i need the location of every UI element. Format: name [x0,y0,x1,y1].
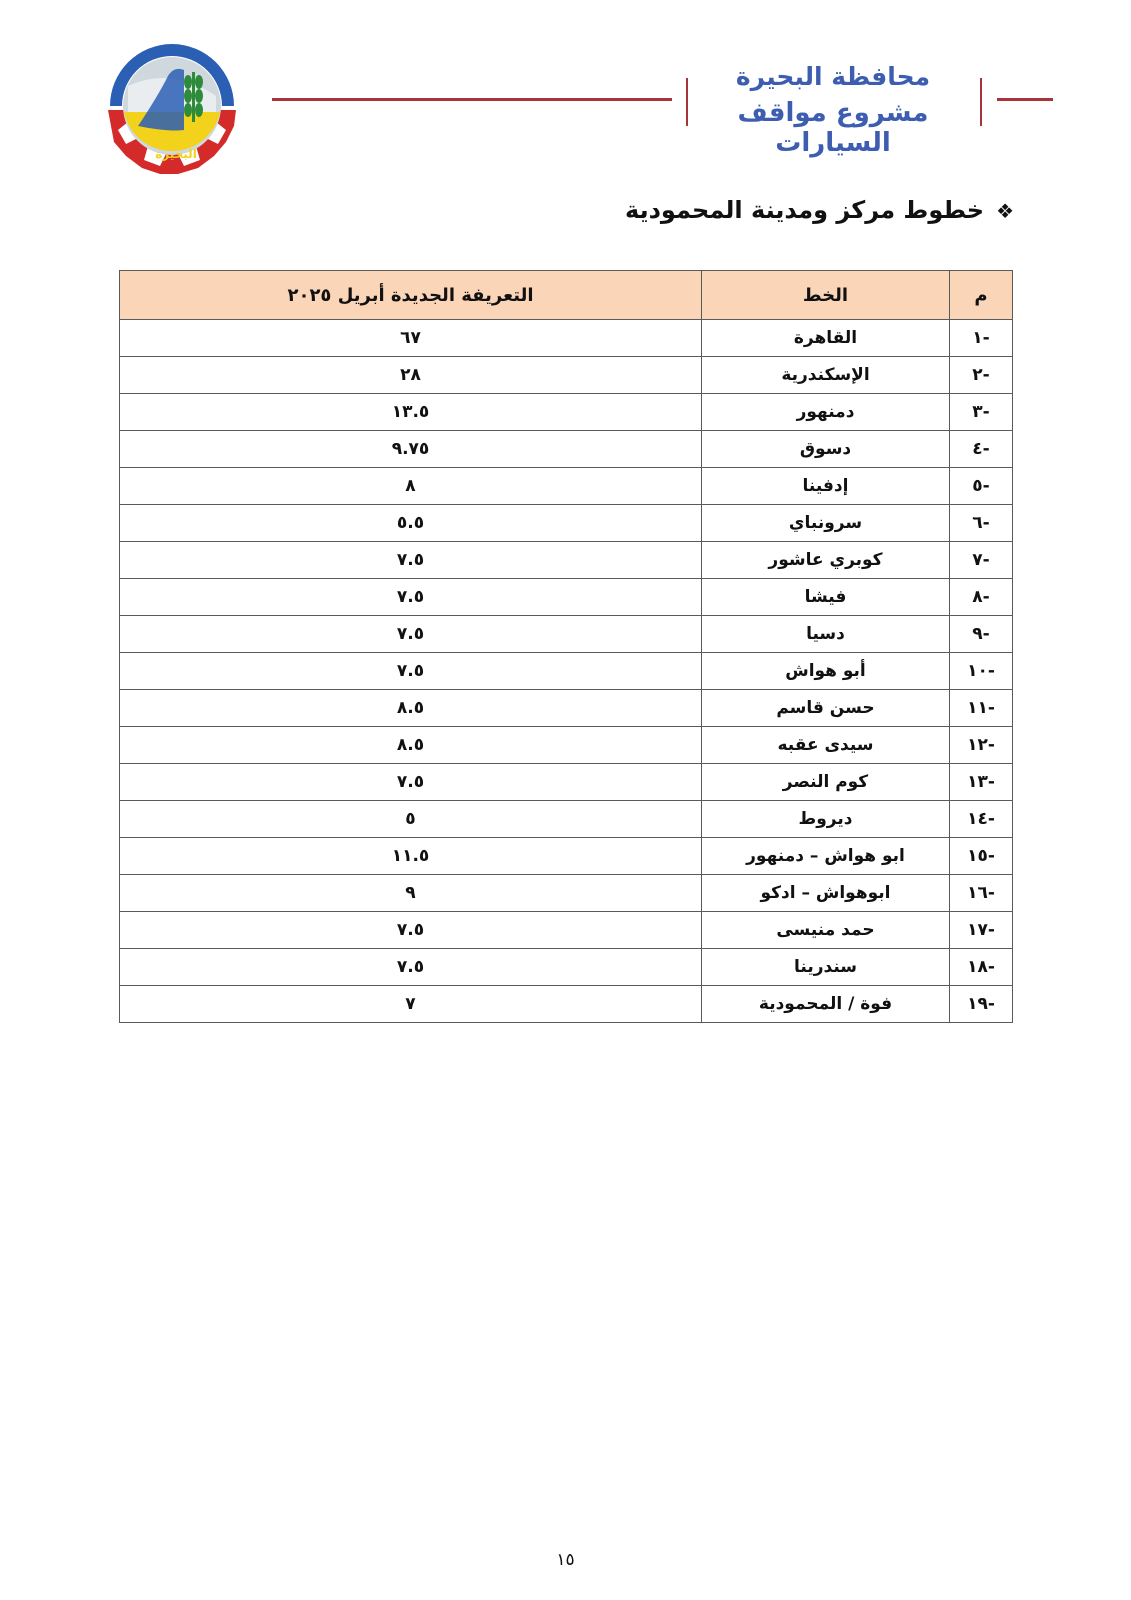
row-line: ابوهواش – ادكو [702,875,950,912]
row-line: أبو هواش [702,653,950,690]
header-fare: التعريفة الجديدة أبريل ٢٠٢٥ [120,271,702,320]
row-line: فيشا [702,579,950,616]
table-row [120,727,1013,764]
row-fare: ٢٨ [120,357,702,394]
row-line: كوبري عاشور [702,542,950,579]
row-number: -١٨ [950,949,1013,986]
row-number: -٧ [950,542,1013,579]
row-fare: ٩.٧٥ [120,431,702,468]
project-name: مشروع مواقف السيارات [737,98,929,158]
row-number: -٥ [950,468,1013,505]
row-number: -١٤ [950,801,1013,838]
row-number: -٨ [950,579,1013,616]
row-fare: ٧.٥ [120,912,702,949]
row-fare: ٨.٥ [120,727,702,764]
row-line: ديروط [702,801,950,838]
table-row [120,653,1013,690]
table-row [120,505,1013,542]
section-title-text: خطوط مركز ومدينة المحمودية [625,196,985,224]
row-number: -١٣ [950,764,1013,801]
row-line: ابو هواش – دمنهور [702,838,950,875]
row-line: سيدى عقبه [702,727,950,764]
table-row [120,838,1013,875]
row-fare: ٥.٥ [120,505,702,542]
row-fare: ٨.٥ [120,690,702,727]
row-number: -١٩ [950,986,1013,1023]
row-number: -١١ [950,690,1013,727]
row-number: -٤ [950,431,1013,468]
table-header-row [120,271,1013,320]
row-fare: ١٣.٥ [120,394,702,431]
table-row [120,394,1013,431]
table-row [120,949,1013,986]
row-number: -١٧ [950,912,1013,949]
row-line: حمد منيسى [702,912,950,949]
header-divider-left [686,78,688,126]
row-line: القاهرة [702,320,950,357]
row-number: -١ [950,320,1013,357]
row-fare: ٧.٥ [120,653,702,690]
row-fare: ٧.٥ [120,616,702,653]
row-number: -١٥ [950,838,1013,875]
row-line: إدفينا [702,468,950,505]
header-number: م [950,271,1013,320]
row-line: فوة / المحمودية [702,986,950,1023]
table-row [120,468,1013,505]
page-number: ١٥ [556,1550,575,1570]
row-number: -٢ [950,357,1013,394]
header-rule-left [272,98,672,101]
row-number: -٣ [950,394,1013,431]
table-row [120,690,1013,727]
row-number: -٩ [950,616,1013,653]
section-title [625,196,1014,224]
row-fare: ٧.٥ [120,542,702,579]
row-line: دمنهور [702,394,950,431]
row-line: دسيا [702,616,950,653]
table-row [120,357,1013,394]
header-line: الخط [702,271,950,320]
header-divider-right [980,78,982,126]
header-rule-right [997,98,1053,101]
governorate-name: محافظة البحيرة [735,62,931,91]
row-line: دسوق [702,431,950,468]
table-row [120,875,1013,912]
row-line: كوم النصر [702,764,950,801]
row-fare: ٧ [120,986,702,1023]
diamond-bullet-icon: ❖ [996,199,1014,223]
logo-text: البحيرة [155,147,197,161]
table-row [120,764,1013,801]
row-number: -٦ [950,505,1013,542]
row-fare: ٧.٥ [120,579,702,616]
table-row [120,986,1013,1023]
row-fare: ٥ [120,801,702,838]
table-row [120,912,1013,949]
row-line: الإسكندرية [702,357,950,394]
row-number: -١٢ [950,727,1013,764]
row-fare: ٧.٥ [120,764,702,801]
table-row [120,431,1013,468]
fares-table [119,270,1013,1023]
table-row [120,320,1013,357]
row-line: حسن قاسم [702,690,950,727]
table-row [120,542,1013,579]
row-fare: ٩ [120,875,702,912]
row-line: سرونباي [702,505,950,542]
row-fare: ٨ [120,468,702,505]
table-row [120,616,1013,653]
row-number: -١٦ [950,875,1013,912]
table-row [120,801,1013,838]
table-row [120,579,1013,616]
row-number: -١٠ [950,653,1013,690]
row-fare: ٦٧ [120,320,702,357]
row-line: سندرينا [702,949,950,986]
row-fare: ٧.٥ [120,949,702,986]
governorate-logo [98,26,246,176]
row-fare: ١١.٥ [120,838,702,875]
